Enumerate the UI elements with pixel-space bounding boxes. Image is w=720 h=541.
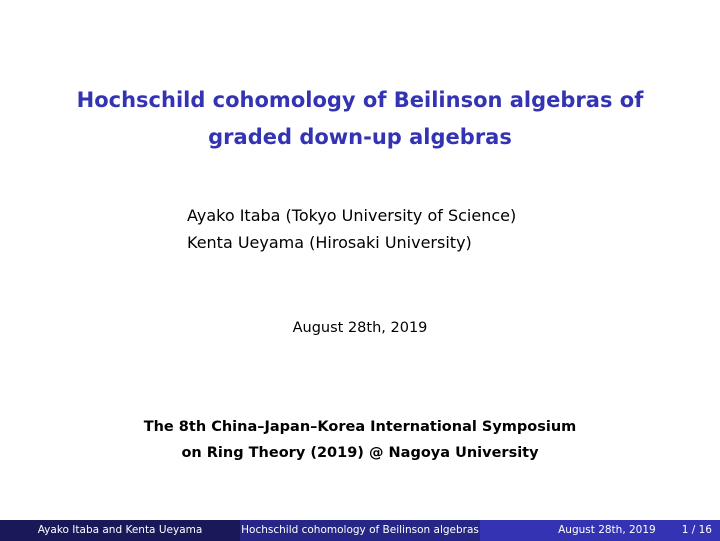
slide-title xyxy=(0,82,720,156)
footer-authors: Ayako Itaba and Kenta Ueyama xyxy=(0,520,240,541)
author-list xyxy=(187,202,516,256)
footer-short-title: Hochschild cohomology of Beilinson algebras xyxy=(240,520,480,541)
footer-page-number: 1 / 16 xyxy=(681,524,712,536)
event-line-2: on Ring Theory (2019) @ Nagoya University xyxy=(181,445,539,461)
event-line-1: The 8th China–Japan–Korea International Symposium xyxy=(143,419,577,435)
footer-info xyxy=(480,520,720,541)
title-line-2: graded down-up algebras xyxy=(208,125,512,149)
footer-date: August 28th, 2019 xyxy=(558,524,656,536)
author-2: Kenta Ueyama (Hirosaki University) xyxy=(187,233,472,252)
author-1: Ayako Itaba (Tokyo University of Science) xyxy=(187,206,517,225)
event-name xyxy=(0,414,720,466)
footer-bar xyxy=(0,520,720,541)
presentation-date: August 28th, 2019 xyxy=(292,320,428,336)
title-line-1: Hochschild cohomology of Beilinson algebras of xyxy=(76,88,644,112)
